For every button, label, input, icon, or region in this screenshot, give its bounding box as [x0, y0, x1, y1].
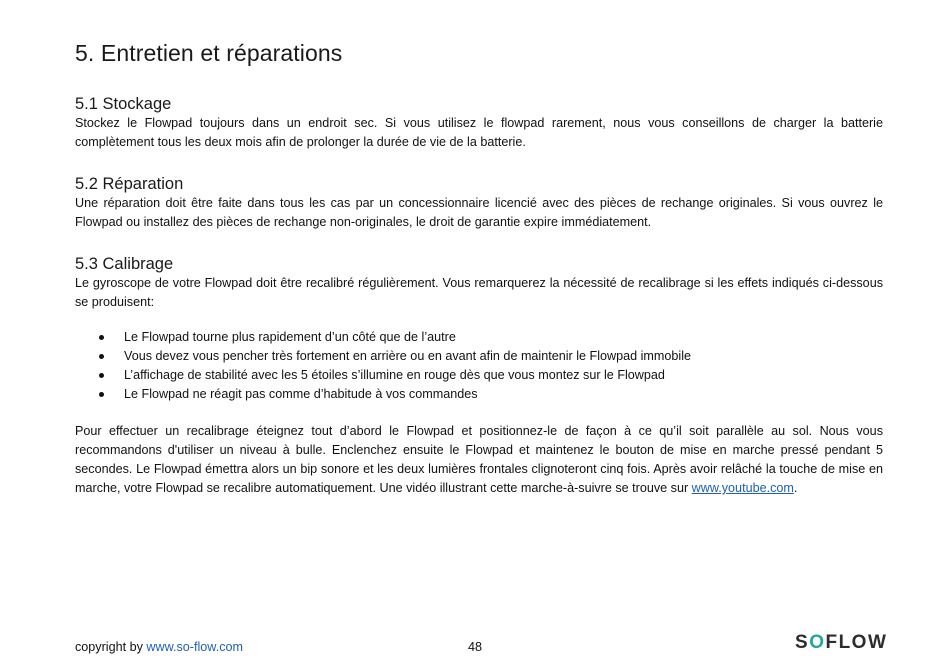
bullet-icon	[99, 392, 104, 397]
section-body: Une réparation doit être faite dans tous les cas par un concessionnaire licencié avec des pièces de rechange originales. Si vous ouvrez le Flowpad ou installez des pièces de rechange non-originales, le droit de garantie expire immédiatement.	[75, 196, 883, 229]
section-repair	[75, 174, 883, 232]
copyright: copyright by www.so-flow.com	[75, 640, 243, 654]
section-heading: 5.1 Stockage	[75, 95, 172, 113]
section-body: Le gyroscope de votre Flowpad doit être recalibré régulièrement. Vous remarquerez la nécessité de recalibrage si les effets indiqués ci-dessous se produisent:	[75, 276, 883, 309]
symptom-list	[75, 328, 883, 404]
website-link[interactable]: www.so-flow.com	[146, 640, 243, 654]
section-calibration	[75, 254, 883, 312]
list-item: Le Flowpad ne réagit pas comme d’habitude à vos commandes	[75, 385, 883, 404]
youtube-link[interactable]: www.youtube.com	[691, 481, 794, 495]
page-footer	[75, 632, 888, 661]
page-number: 48	[468, 640, 483, 654]
list-item: L’affichage de stabilité avec les 5 étoiles s’illumine en rouge dès que vous montez sur le Flowpad	[75, 366, 883, 385]
bullet-icon	[99, 335, 104, 340]
section-heading: 5.2 Réparation	[75, 175, 184, 193]
calibration-instructions: Pour effectuer un recalibrage éteignez tout d’abord le Flowpad et positionnez-le de façon à ce qu’il soit parallèle au sol. Nous vous recommandons d'utiliser un niveau à bulle. Enclenchez ensuite le Flowpad et maintenez le bouton de mise en marche pressé pendant 5 secondes. Le Flowpad émettra alors un bip sonore et les deux lumières frontales clignoteront cinq fois. Après avoir relâché la touche de mise en marche, votre Flowpad se recalibre automatiquement. Une vidéo illustrant cette marche-à-suivre se trouve sur www.youtube.com.	[75, 424, 883, 495]
bullet-icon	[99, 373, 104, 378]
section-body: Stockez le Flowpad toujours dans un endroit sec. Si vous utilisez le flowpad rarement, nous vous conseillons de charger la batterie complètement tous les deux mois afin de prolonger la durée de vie de la batterie.	[75, 116, 883, 149]
soflow-logo: SOFLOW	[795, 632, 888, 653]
logo-power-icon: O	[809, 632, 826, 653]
list-item: Le Flowpad tourne plus rapidement d’un côté que de l’autre	[75, 328, 883, 347]
section-storage	[75, 94, 883, 152]
bullet-icon	[99, 354, 104, 359]
section-heading: 5.3 Calibrage	[75, 255, 174, 273]
list-item: Vous devez vous pencher très fortement en arrière ou en avant afin de maintenir le Flowpad immobile	[75, 347, 883, 366]
page-title: 5. Entretien et réparations	[75, 40, 343, 66]
